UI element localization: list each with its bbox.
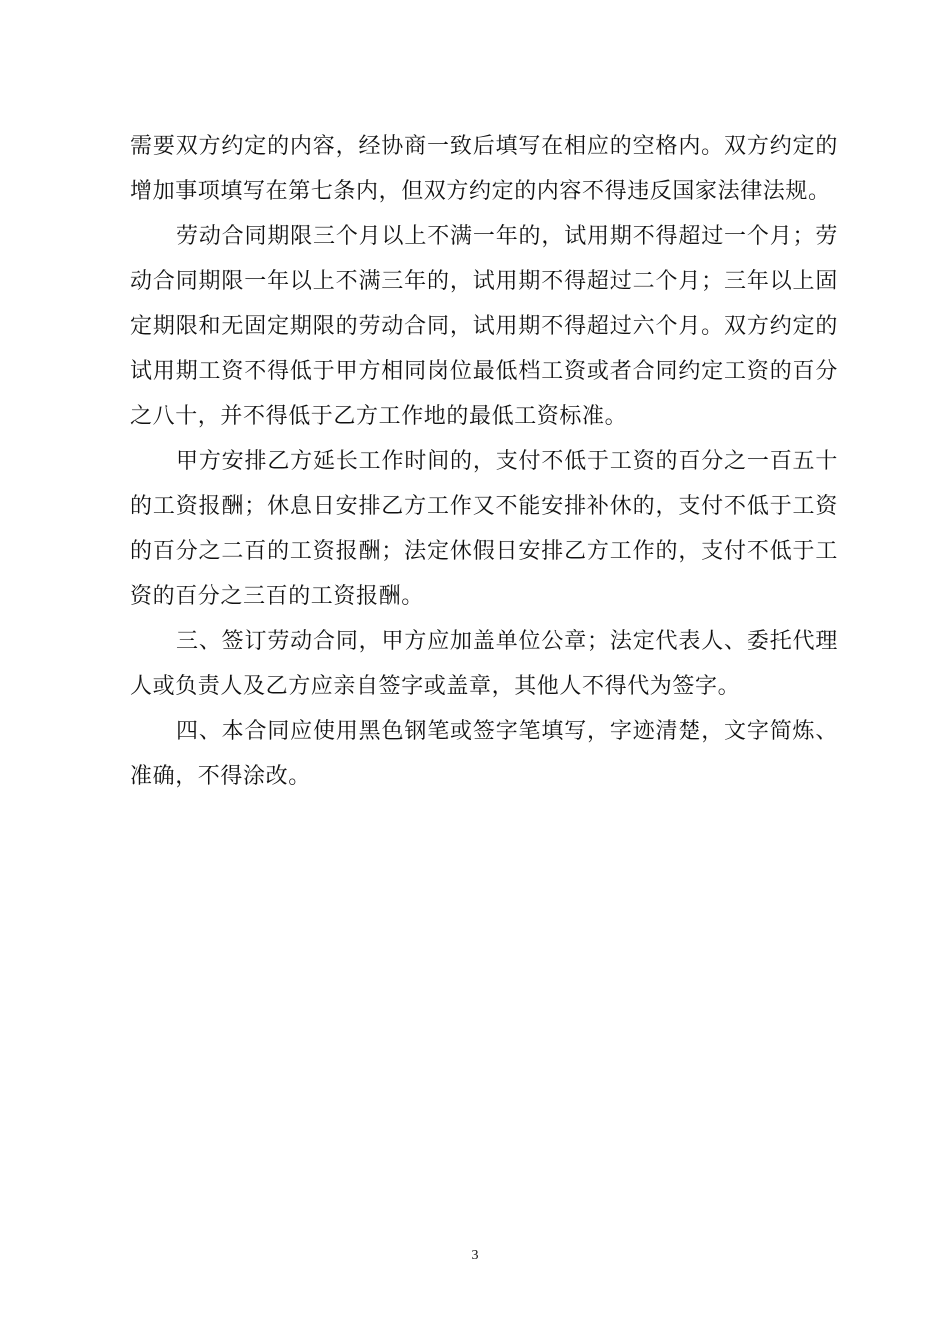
- page-number: 3: [471, 1248, 479, 1263]
- paragraph-continued: 需要双方约定的内容，经协商一致后填写在相应的空格内。双方约定的增加事项填写在第七条内，但双方约定的内容不得违反国家法律法规。: [130, 134, 838, 204]
- paragraph-filling: 四、本合同应使用黑色钢笔或签字笔填写，字迹清楚，文字简炼、准确，不得涂改。: [130, 719, 838, 789]
- paragraph-signing: 三、签订劳动合同，甲方应加盖单位公章；法定代表人、委托代理人或负责人及乙方应亲自签字或盖章，其他人不得代为签字。: [130, 629, 838, 699]
- paragraph-overtime: 甲方安排乙方延长工作时间的，支付不低于工资的百分之一百五十的工资报酬；休息日安排乙方工作又不能安排补休的，支付不低于工资的百分之二百的工资报酬；法定休假日安排乙方工作的，支付不低于工资的百分之三百的工资报酬。: [130, 449, 838, 609]
- body-text: [130, 124, 838, 799]
- paragraph-probation: 劳动合同期限三个月以上不满一年的，试用期不得超过一个月；劳动合同期限一年以上不满三年的，试用期不得超过二个月；三年以上固定期限和无固定期限的劳动合同，试用期不得超过六个月。双方约定的试用期工资不得低于甲方相同岗位最低档工资或者合同约定工资的百分之八十，并不得低于乙方工作地的最低工资标准。: [130, 224, 838, 429]
